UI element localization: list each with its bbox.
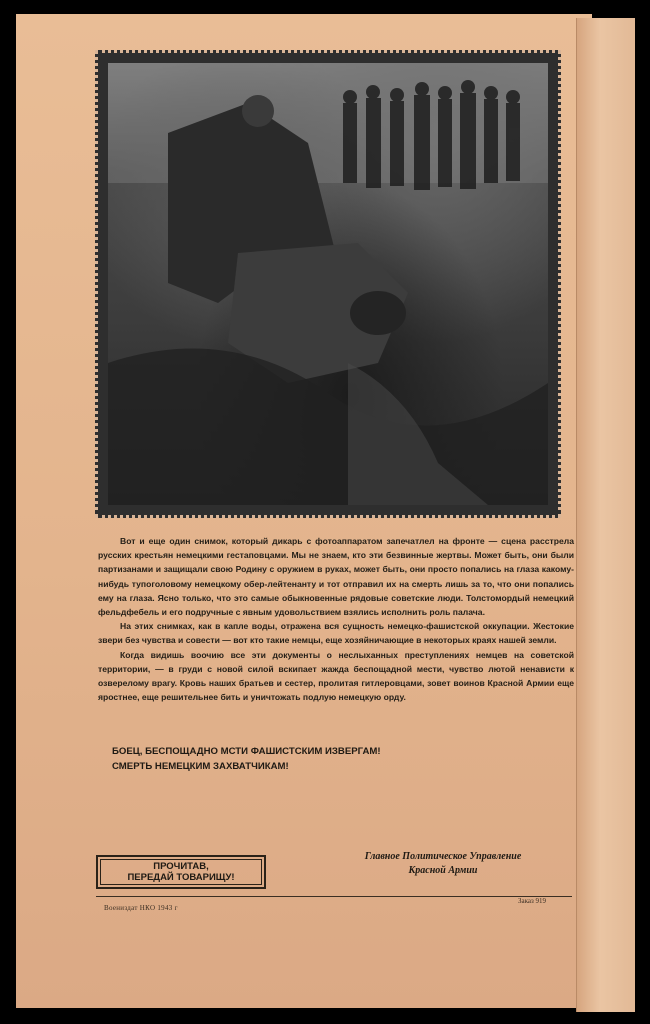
paragraph: Когда видишь воочию все эти документы о неслыханных преступлениях немцев на советской территории, — в груди с новой силой вскипает жажда беспощадной мести, чувство лютой ненависти к озверелому врагу. Кровь наших братьев и сестер, пролитая гитлеровцами, зовет воинов Красной Армии еще яростнее, еще решительнее бить и уничтожать подлую немецкую орду.: [98, 649, 574, 703]
issuer-line-2: Красной Армии: [408, 865, 478, 876]
issuer-signature: [328, 850, 558, 878]
paragraph: На этих снимках, как в капле воды, отражена вся сущность немецко-фашистской оккупации. Жестокие звери без чувства и совести — вот кто такие немцы, еще хозяйничающие в некоторых краях нашей земли.: [98, 621, 574, 646]
pass-to-comrade-box: [96, 855, 266, 889]
footer-divider: [96, 896, 572, 897]
photograph-frame: [95, 50, 561, 518]
leaflet-body-text: [98, 534, 574, 704]
pass-line-2: ПЕРЕДАЙ ТОВАРИЩУ!: [127, 872, 235, 883]
paper-edge-strip: [576, 18, 635, 1012]
issuer-line-1: Главное Политическое Управление: [364, 851, 522, 862]
photograph: [108, 63, 548, 505]
order-number: Заказ 919: [518, 897, 547, 905]
slogan-revenge: БОЕЦ, БЕСПОЩАДНО МСТИ ФАШИСТСКИМ ИЗВЕРГАМ!: [112, 746, 381, 757]
photograph-scene: [108, 63, 548, 505]
pass-line-1: ПРОЧИТАВ,: [153, 861, 209, 872]
slogans: [112, 744, 532, 774]
paragraph: Вот и еще один снимок, который дикарь с фотоаппаратом запечатлел на фронте — сцена расстрела русских крестьян немецкими гестаповцами. Мы не знаем, кто эти безвинные жертвы. Может быть, они были партизанами и защищали свою Родину с оружием в руках, может быть, они просто попались на глаза какому-нибудь тупоголовому немецкому обер-лейтенанту и тот отправил их на смерть лишь за то, что они попались ему на глаза. Ясно только, что это самые обыкновенные рядовые советские люди. Толстомордый немецкий фельдфебель и его подручные с явным удовольствием взялись исполнить роль палача.: [98, 536, 574, 618]
slogan-death-to-invaders: СМЕРТЬ НЕМЕЦКИМ ЗАХВАТЧИКАМ!: [112, 761, 289, 772]
publisher-imprint: Воениздат НКО 1943 г: [104, 904, 178, 912]
